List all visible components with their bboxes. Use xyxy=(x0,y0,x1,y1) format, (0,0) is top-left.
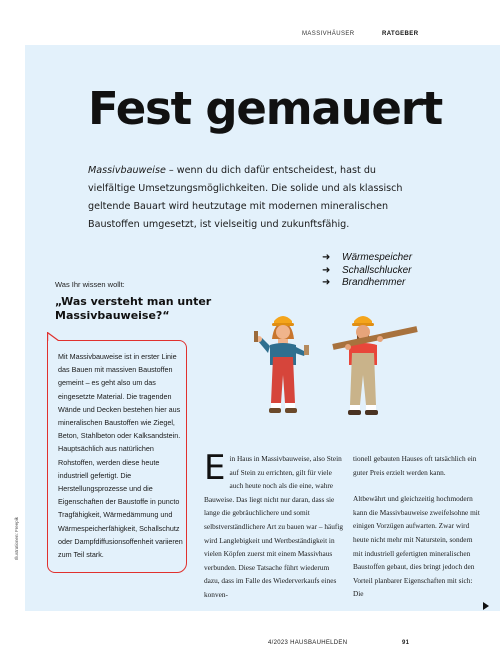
question-label: Was Ihr wissen wollt: xyxy=(55,280,125,289)
benefit-item xyxy=(322,265,412,278)
arrow-right-icon: ➜ xyxy=(322,252,331,263)
benefit-label: Wärmespeicher xyxy=(342,252,413,263)
intro-paragraph xyxy=(88,162,408,234)
arrow-right-icon: ➜ xyxy=(322,277,331,288)
question-title: „Was versteht man unter Massivbauweise?“ xyxy=(55,295,212,322)
intro-term: Massivbauweise xyxy=(88,165,166,176)
page-number: 91 xyxy=(402,640,410,646)
worker-woman-figure xyxy=(254,316,309,413)
arrow-right-icon: ➜ xyxy=(322,264,331,276)
drop-cap: E xyxy=(204,448,226,488)
article-text: tionell gebauten Hauses oft tatsächlich ein guter Preis erzielt werden kann. xyxy=(353,454,477,477)
page-title: Fest gemauert xyxy=(88,82,443,135)
speech-tip-icon xyxy=(47,332,65,341)
benefit-list xyxy=(322,252,412,290)
answer-text: Mit Massivbauweise ist in erster Linie das Bauen mit massiven Baustoffen gemeint – es geht also um das eingesetzte Material. Die tragenden Wände und Decken bestehen hier aus mineralischen Baustoffen wie Ziegel, Beton, Stahlbeton oder Kalksandstein. Hauptsächlich aus natürlichen Rohstoffen, werden diese heute industriell gefertigt. Die Herstellungsprozesse und die Eigenschaften der Baustoffe in puncto Tragfähigkeit, Wärmedämmung und Wärmespeicherfähigkeit, Schallschutz oder Dampfdiffusionsoffenheit variieren zum Teil stark. xyxy=(58,352,183,560)
continue-arrow-icon xyxy=(483,602,489,610)
article-text: in Haus in Massivbauweise, also Stein auf Stein zu errichten, gilt für viele auch heute noch als die eine, wahre Bauweise. Das liegt nicht nur daran, dass sie lange die gebräuchlichere und somit selbstverständlichere Art zu bauen war – häufig wird Langlebigkeit und Wertbeständigkeit in vielen Köpfen zuerst mit einem Massivhaus verbunden. Diese Tatsache führt wiederum dazu, dass im Falle des Wiederverkaufs eines konven- xyxy=(204,454,343,599)
running-header xyxy=(0,29,500,41)
worker-man-figure xyxy=(332,316,417,415)
benefit-item xyxy=(322,277,412,290)
benefit-item xyxy=(322,252,412,265)
intro-text: – wenn du dich dafür entscheidest, hast du vielfältige Umsetzungsmöglichkeiten. Die solide und als klassisch geltende Bauart wird heutzutage mit modernen mineralischen Baustoffen umgesetzt, ist vielseitig und zukunftsfähig. xyxy=(88,165,403,230)
article-column-2 xyxy=(353,452,483,601)
benefit-label: Brandhemmer xyxy=(342,277,406,288)
section-label: MASSIVHÄUSER xyxy=(302,31,355,37)
issue-label: 4/2023 HAUSBAUHELDEN xyxy=(268,640,348,646)
article-text: Altbewährt und gleichzeitig hochmodern kann die Massivbauweise zweifelsohne mit einigen Vorzügen aufwarten. Zwar wird heute nicht mehr mit Naturstein, sondern mit industriell gefertigten mineralischen Baustoffen gebaut, dies bringt jedoch den Vorteil planbarer Eigenschaften mit sich: Die xyxy=(353,494,480,599)
benefit-label: Schallschlucker xyxy=(342,264,412,276)
construction-workers-illustration xyxy=(240,305,420,430)
category-label: RATGEBER xyxy=(382,31,419,37)
image-credit: Illustrationen: Freepik xyxy=(14,516,19,560)
article-column-1 xyxy=(204,448,344,602)
answer-box xyxy=(47,340,187,573)
